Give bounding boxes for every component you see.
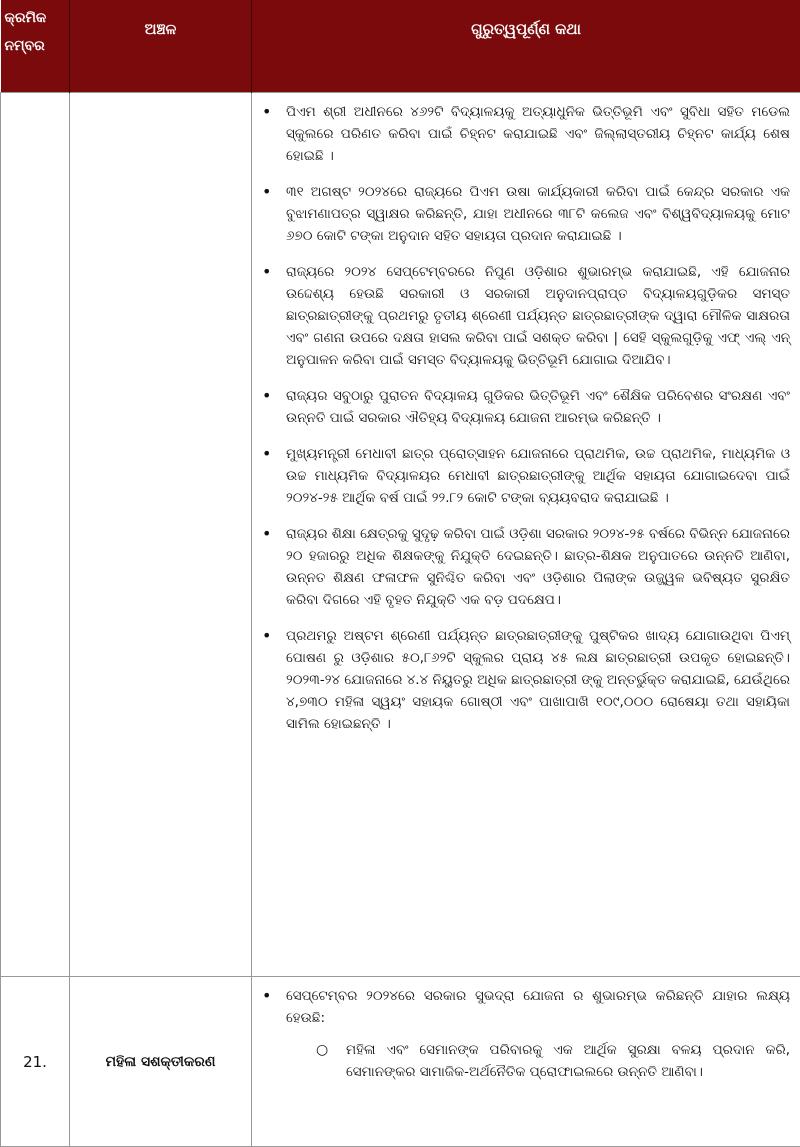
list-item <box>258 523 790 611</box>
point-text: ସେପ୍ଟେମ୍ବର ୨୦୨୪ରେ ସରକାର ସୁଭଦ୍ରା ଯୋଜନା ର ଶୁଭାରମ୍ଭ କରିଛନ୍ତି ଯାହାର ଲକ୍ଷ୍ୟ ହେଉଛି: <box>286 988 790 1026</box>
bullet-icon: • <box>262 985 271 1007</box>
bullet-icon: • <box>262 101 271 123</box>
point-text: ରାଜ୍ୟର ସବୁଠାରୁ ପୁରାତନ ବିଦ୍ୟାଳୟ ଗୁଡିକର ଭିତ୍ତିଭୂମି ଏବଂ ଶୈକ୍ଷିକ ପରିବେଶର ସଂରକ୍ଷଣ ଏବଂ ଉନ୍ନତି ପାଇଁ ସରକାର ଐତିହ୍ୟ ବିଦ୍ୟାଳୟ ଯୋଜନା ଆରମ୍ଭ କରିଛନ୍ତି । <box>286 388 790 426</box>
bullet-icon: • <box>262 261 271 283</box>
list-item <box>258 385 790 429</box>
point-text: ରାଜ୍ୟରେ ୨୦୨୪ ସେପ୍ଟେମ୍ବରରେ ନିପୁଣ ଓଡ଼ିଶାର ଶୁଭାରମ୍ଭ କରାଯାଇଛି, ଏହି ଯୋଜନାର ଉଦ୍ଦେଶ୍ୟ ହେଉଛି ସରକାରୀ ଓ ସରକାରୀ ଅନୁଦାନପ୍ରାପ୍ତ ବିଦ୍ୟାଳୟଗୁଡ଼ିକର ସମସ୍ତ ଛାତ୍ରଛାତ୍ରୀଙ୍କୁ ପ୍ରଥମରୁ ତୃତୀୟ ଶ୍ରେଣୀ ପର୍ଯ୍ୟନ୍ତ ଛାତ୍ରଛାତ୍ରୀଙ୍କ ଦ୍ୱାରା ମୌଳିକ ସାକ୍ଷରତା ଏବଂ ଗଣନା ଉପରେ ଦକ୍ଷତା ହାସଲ କରିବା ପାଇଁ ସଶକ୍ତ କରିବା | ସେହି ସ୍କୁଲଗୁଡ଼ିକୁ ଏଫ୍ ଏଲ୍ ଏନ୍ ଅନୁପାଳନ କରିବା ପାଇଁ ସମସ୍ତ ବିଦ୍ୟାଳୟକୁ ଭିତ୍ତିଭୂମି ଯୋଗାଇ ଦିଆଯିବ। <box>286 264 790 368</box>
point-text: ୩୧ ଅଗଷ୍ଟ ୨୦୨୪ରେ ରାଜ୍ୟରେ ପିଏମ ଉଷା କାର୍ଯ୍ୟକାରୀ କରିବା ପାଇଁ କେନ୍ଦ୍ର ସରକାର ଏକ ବୁଝାମଣାପତ୍ର ସ୍ୱାକ୍ଷର କରିଛନ୍ତି, ଯାହା ଅଧୀନରେ ୩୮ଟି କଲେଜ ଏବଂ ବିଶ୍ୱବିଦ୍ୟାଳୟକୁ ମୋଟ ୬୭୦ କୋଟି ଟଙ୍କା ଅନୁଦାନ ସହିତ ସହାୟତା ପ୍ରଦାନ କରାଯାଇଛି । <box>286 184 790 244</box>
sub-points-list <box>286 1039 790 1083</box>
table-row <box>1 93 800 977</box>
point-text: ପ୍ରଥମରୁ ଅଷ୍ଟମ ଶ୍ରେଣୀ ପର୍ଯ୍ୟନ୍ତ ଛାତ୍ରଛାତ୍ରୀଙ୍କୁ ପୁଷ୍ଟିକର ଖାଦ୍ୟ ଯୋଗାଉଥିବା ପିଏମ୍ ପୋଷଣ ରୁ ଓଡ଼ିଶାର ୫୦,୮୬୨ଟି ସ୍କୁଲର ପ୍ରାୟ ୪୫ ଲକ୍ଷ ଛାତ୍ରଛାତ୍ରୀ ଉପକୃତ ହୋଇଛନ୍ତି। ୨୦୨୩-୨୪ ଯୋଜନାରେ ୪.୪ ନିୟୁତରୁ ଅଧିକ ଛାତ୍ରଛାତ୍ରୀ ଙ୍କୁ ଅନ୍ତର୍ଭୁକ୍ତ କରାଯାଇଛି, ଯେଉଁଥିରେ ୪,୭୩୦ ମହିଳା ସ୍ୱୟଂ ସହାୟକ ଗୋଷ୍ଠୀ ଏବଂ ପାଖାପାଖି ୧୦୯,୦୦୦ ରୋଷେୟା ତଥା ସହାୟିକା ସାମିଲ ହୋଇଛନ୍ତି । <box>286 628 790 732</box>
point-text: ରାଜ୍ୟର ଶିକ୍ଷା କ୍ଷେତ୍ରକୁ ସୁଦୃଢ଼ କରିବା ପାଇଁ ଓଡ଼ିଶା ସରକାର ୨୦୨୪-୨୫ ବର୍ଷରେ ବିଭିନ୍ନ ଯୋଜନାରେ ୨୦ ହଜାରରୁ ଅଧିକ ଶିକ୍ଷକଙ୍କୁ ନିଯୁକ୍ତି ଦେଇଛନ୍ତି। ଛାତ୍ର-ଶିକ୍ଷକ ଅନୁପାତରେ ଉନ୍ନତି ଆଣିବା, ଉନ୍ନତ ଶିକ୍ଷଣ ଫଳାଫଳ ସୁନିଶ୍ଚିତ କରିବା ଏବଂ ଓଡ଼ିଶାର ପିଲାଙ୍କ ଉଜ୍ଜ୍ୱଳ ଭବିଷ୍ୟତ ସୁରକ୍ଷିତ କରିବା ଦିଗରେ ଏହି ବୃହତ ନିଯୁକ୍ତି ଏକ ବଡ଼ ପଦକ୍ଷେପ। <box>286 526 790 608</box>
row-points-cell <box>252 93 800 977</box>
points-list <box>252 983 800 1083</box>
sub-list-item <box>316 1039 790 1083</box>
header-key-points: ଗୁରୁତ୍ୱପୂର୍ଣ୍ଣ କଥା <box>252 0 800 93</box>
header-area: ଅଞ୍ଚଳ <box>70 0 252 93</box>
row-points-cell <box>252 977 800 1147</box>
row-area-cell: ମହିଳା ସଶକ୍ତୀକରଣ <box>70 977 252 1147</box>
row-number-cell: 21. <box>1 977 70 1147</box>
points-list <box>252 99 800 735</box>
list-item <box>258 261 790 371</box>
header-serial-number: କ୍ରମିକ ନମ୍ବର <box>1 0 70 93</box>
point-text: ପିଏମ ଶ୍ରୀ ଅଧୀନରେ ୪୬୨ଟି ବିଦ୍ୟାଳୟକୁ ଅତ୍ୟାଧୁନିକ ଭିତ୍ତିଭୂମି ଏବଂ ସୁବିଧା ସହିତ ମଡେଲ ସ୍କୁଲରେ ପରିଣତ କରିବା ପାଇଁ ଚିହ୍ନଟ କରାଯାଇଛି ଏବଂ ଜିଲ୍ଲାସ୍ତରୀୟ ଚିହ୍ନଟ କାର୍ଯ୍ୟ ଶେଷ ହୋଇଛି । <box>286 104 790 164</box>
circle-bullet-icon: ○ <box>316 1039 328 1061</box>
list-item <box>258 181 790 247</box>
list-item <box>258 101 790 167</box>
list-item <box>258 985 790 1083</box>
bullet-icon: • <box>262 625 271 647</box>
table-header-row <box>1 0 800 93</box>
list-item <box>258 443 790 509</box>
list-item <box>258 625 790 735</box>
table-row <box>1 977 800 1147</box>
bullet-icon: • <box>262 443 271 465</box>
row-number-cell <box>1 93 70 977</box>
bullet-icon: • <box>262 385 271 407</box>
bullet-icon: • <box>262 523 271 545</box>
sub-point-text: ମହିଳା ଏବଂ ସେମାନଙ୍କ ପରିବାରକୁ ଏକ ଆର୍ଥିକ ସୁରକ୍ଷା ବଳୟ ପ୍ରଦାନ କରି, ସେମାନଙ୍କର ସାମାଜିକ-ଅର୍ଥନୈତିକ ପ୍ରୋଫାଇଲରେ ଉନ୍ନତି ଆଣିବା। <box>346 1042 790 1080</box>
point-text: ମୁଖ୍ୟମନ୍ତ୍ରୀ ମେଧାବୀ ଛାତ୍ର ପ୍ରୋତ୍ସାହନ ଯୋଜନାରେ ପ୍ରାଥମିକ, ଉଚ୍ଚ ପ୍ରାଥମିକ, ମାଧ୍ୟମିକ ଓ ଉଚ୍ଚ ମାଧ୍ୟମିକ ବିଦ୍ୟାଳୟର ମେଧାବୀ ଛାତ୍ରଛାତ୍ରୀଙ୍କୁ ଆର୍ଥିକ ସହାୟତା ଯୋଗାଇଦେବା ପାଇଁ ୨୦୨୪-୨୫ ଆର୍ଥିକ ବର୍ଷ ପାଇଁ ୨୨.୮୨ କୋଟି ଟଙ୍କା ବ୍ୟୟବରାଦ କରାଯାଇଛି । <box>286 446 790 506</box>
bullet-icon: • <box>262 181 271 203</box>
row-area-cell <box>70 93 252 977</box>
